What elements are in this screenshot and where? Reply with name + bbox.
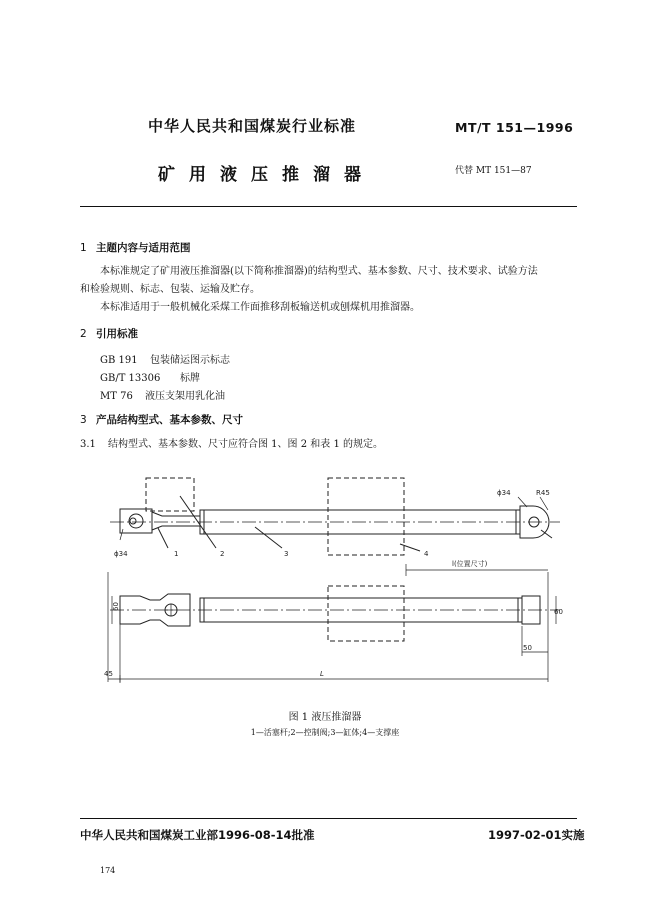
clause-number: 3.1 [80, 439, 96, 450]
reference-name: 标牌 [180, 373, 200, 384]
section-number: 3 [80, 414, 87, 426]
support-seat-front [328, 586, 404, 641]
section-1-para-1-line-2: 和检验规则、标志、包装、运输及贮存。 [80, 284, 260, 295]
section-3-heading [80, 412, 243, 427]
standard-number: MT/T 151—1996 [455, 120, 574, 135]
footer-rule [80, 818, 577, 819]
approval-note: 中华人民共和国煤炭工业部1996-08-14批准 [80, 828, 315, 842]
dim-50: 50 [523, 644, 532, 652]
section-1-para-2: 本标准适用于一般机械化采煤工作面推移刮板输送机或刨煤机用推溜器。 [100, 302, 420, 313]
dim-phi34-left: ϕ34 [114, 550, 128, 558]
reference-code: MT 76 [100, 391, 133, 402]
part-label-4: 4 [424, 550, 429, 558]
section-number: 2 [80, 328, 87, 340]
part-label-1: 1 [174, 550, 179, 558]
reference-item [100, 369, 200, 384]
section-title: 产品结构型式、基本参数、尺寸 [96, 414, 243, 426]
implementation-date: 1997-02-01实施 [488, 828, 585, 842]
dim-L: L [320, 670, 324, 678]
dim-phi34-right: ϕ34 [497, 489, 511, 497]
figure-legend: 1—活塞杆;2—控制阀;3—缸体;4—支撑座 [250, 728, 400, 737]
reference-name: 包装储运图示标志 [150, 355, 230, 366]
page-number: 174 [100, 866, 116, 875]
issuer-title: 中华人民共和国煤炭行业标准 [148, 117, 357, 135]
section-number: 1 [80, 242, 87, 254]
reference-item [100, 387, 225, 402]
section-2-heading [80, 326, 138, 341]
section-title: 主题内容与适用范围 [96, 242, 191, 254]
reference-code: GB/T 13306 [100, 373, 161, 384]
section-title: 引用标准 [96, 328, 138, 340]
header-rule [80, 206, 577, 207]
dim-l-position: l(位置尺寸) [452, 560, 488, 568]
part-label-3: 3 [284, 550, 289, 558]
section-1-heading [80, 240, 191, 255]
support-seat-top [328, 478, 404, 555]
reference-item [100, 351, 230, 366]
dim-60-left: 60 [112, 602, 120, 611]
document-title: 矿用液压推溜器 [158, 165, 375, 185]
dim-45: 45 [104, 670, 113, 678]
dim-r45: R45 [536, 489, 550, 497]
dim-60-right: 60 [554, 608, 563, 616]
figure-1-drawing [0, 460, 650, 690]
clause-text: 结构型式、基本参数、尺寸应符合图 1、图 2 和表 1 的规定。 [108, 439, 383, 450]
part-label-2: 2 [220, 550, 225, 558]
reference-code: GB 191 [100, 355, 138, 366]
piston-rod-top [120, 509, 200, 533]
clause-3-1 [80, 436, 383, 453]
reference-name: 液压支架用乳化油 [145, 391, 225, 402]
replaces-note: 代替 MT 151—87 [455, 166, 532, 176]
figure-caption: 图 1 液压推溜器 [288, 712, 362, 723]
section-1-para-1-line-1: 本标准规定了矿用液压推溜器(以下简称推溜器)的结构型式、基本参数、尺寸、技术要求、试验方法 [100, 266, 538, 277]
